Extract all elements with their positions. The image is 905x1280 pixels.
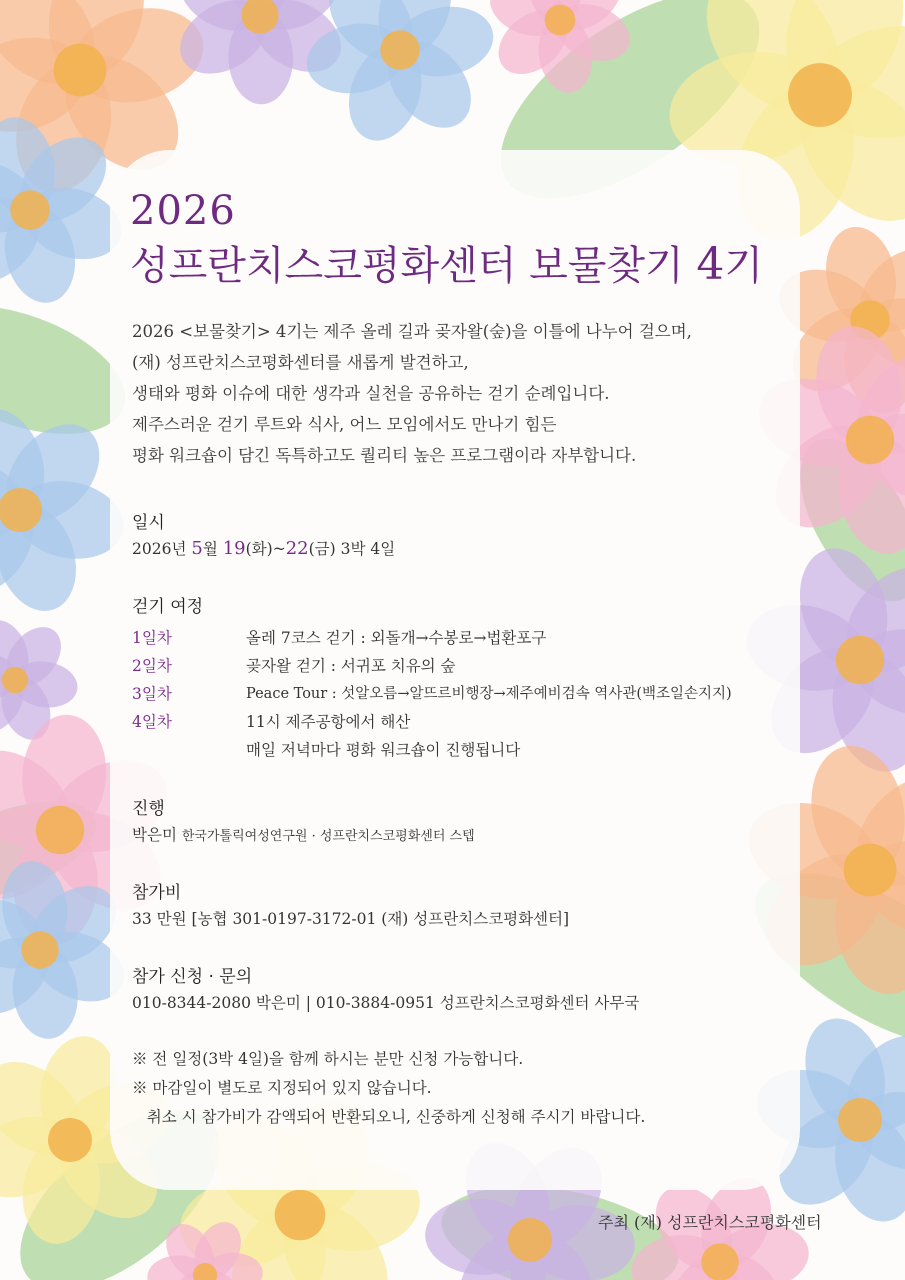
date-month-unit: 월 [202, 540, 223, 558]
itinerary-day-4: 4일차 [132, 713, 172, 731]
date-end-weekday: (금) 3박 4일 [308, 540, 396, 558]
itinerary-day-2: 2일차 [132, 657, 172, 675]
date-start-day: 19 [222, 538, 246, 559]
date-start-weekday: (화)~ [245, 540, 286, 558]
intro-line: 생태와 평화 이슈에 대한 생각과 실천을 공유하는 걷기 순례입니다. [132, 384, 610, 403]
notice-line: 취소 시 참가비가 감액되어 반환되오니, 신중하게 신청해 주시기 바랍니다. [132, 1108, 646, 1126]
date-end-day: 22 [285, 538, 309, 559]
intro-line: 2026 <보물찾기> 4기는 제주 올레 길과 곶자왈(숲)을 이틀에 나누어 걸으며, [132, 322, 692, 341]
itinerary-note: 매일 저녁마다 평화 워크숍이 진행됩니다 [246, 741, 521, 759]
date-value [132, 537, 395, 559]
itinerary-text-3: Peace Tour : 섯알오름→알뜨르비행장→제주예비검속 역사관(백조일손지지) [246, 686, 732, 702]
itinerary-text-1: 올레 7코스 걷기 : 외돌개→수봉로→법환포구 [246, 629, 547, 647]
intro-text [132, 316, 792, 471]
itinerary-day-1: 1일차 [132, 629, 172, 647]
organizer: 주최 (재) 성프란치스코평화센터 [598, 1213, 822, 1232]
intro-line: 제주스러운 걷기 루트와 식사, 어느 모임에서도 만나기 힘든 [132, 415, 557, 434]
host-desc: 한국가톨릭여성연구원 · 성프란치스코평화센터 스텝 [181, 829, 475, 844]
itinerary-heading: 걷기 여정 [132, 597, 204, 617]
title-event: 보물찾기 [529, 243, 697, 289]
title-suffix: 기 [724, 243, 764, 289]
date-month: 5 [191, 538, 203, 559]
itinerary-day-3: 3일차 [132, 685, 172, 703]
title-number: 4 [696, 239, 725, 290]
host-name: 박은미 [132, 826, 182, 844]
page-title [130, 234, 763, 291]
apply-heading: 참가 신청 · 문의 [132, 967, 253, 987]
itinerary-text-4: 11시 제주공항에서 해산 [246, 713, 411, 731]
host-heading: 진행 [132, 799, 165, 819]
notice-line: ※ 전 일정(3박 4일)을 함께 하시는 분만 신청 가능합니다. [132, 1050, 524, 1068]
date-year: 2026년 [132, 540, 192, 558]
notice-line: ※ 마감일이 별도로 지정되어 있지 않습니다. [132, 1079, 432, 1097]
title-org: 성프란치스코평화센터 [130, 243, 530, 289]
intro-line: 평화 워크숍이 담긴 독특하고도 퀄리티 높은 프로그램이라 자부합니다. [132, 446, 637, 465]
fee-value: 33 만원 [농협 301-0197-3172-01 (재) 성프란치스코평화센터] [132, 910, 570, 928]
fee-heading: 참가비 [132, 883, 182, 903]
intro-line: (재) 성프란치스코평화센터를 새롭게 발견하고, [132, 353, 469, 372]
itinerary-text-2: 곶자왈 걷기 : 서귀포 치유의 숲 [246, 657, 456, 675]
title-year: 2026 [130, 188, 236, 234]
host-value [132, 823, 475, 845]
apply-contact: 010-8344-2080 박은미 | 010-3884-0951 성프란치스코평화센터 사무국 [132, 994, 640, 1012]
date-heading: 일시 [132, 513, 165, 533]
